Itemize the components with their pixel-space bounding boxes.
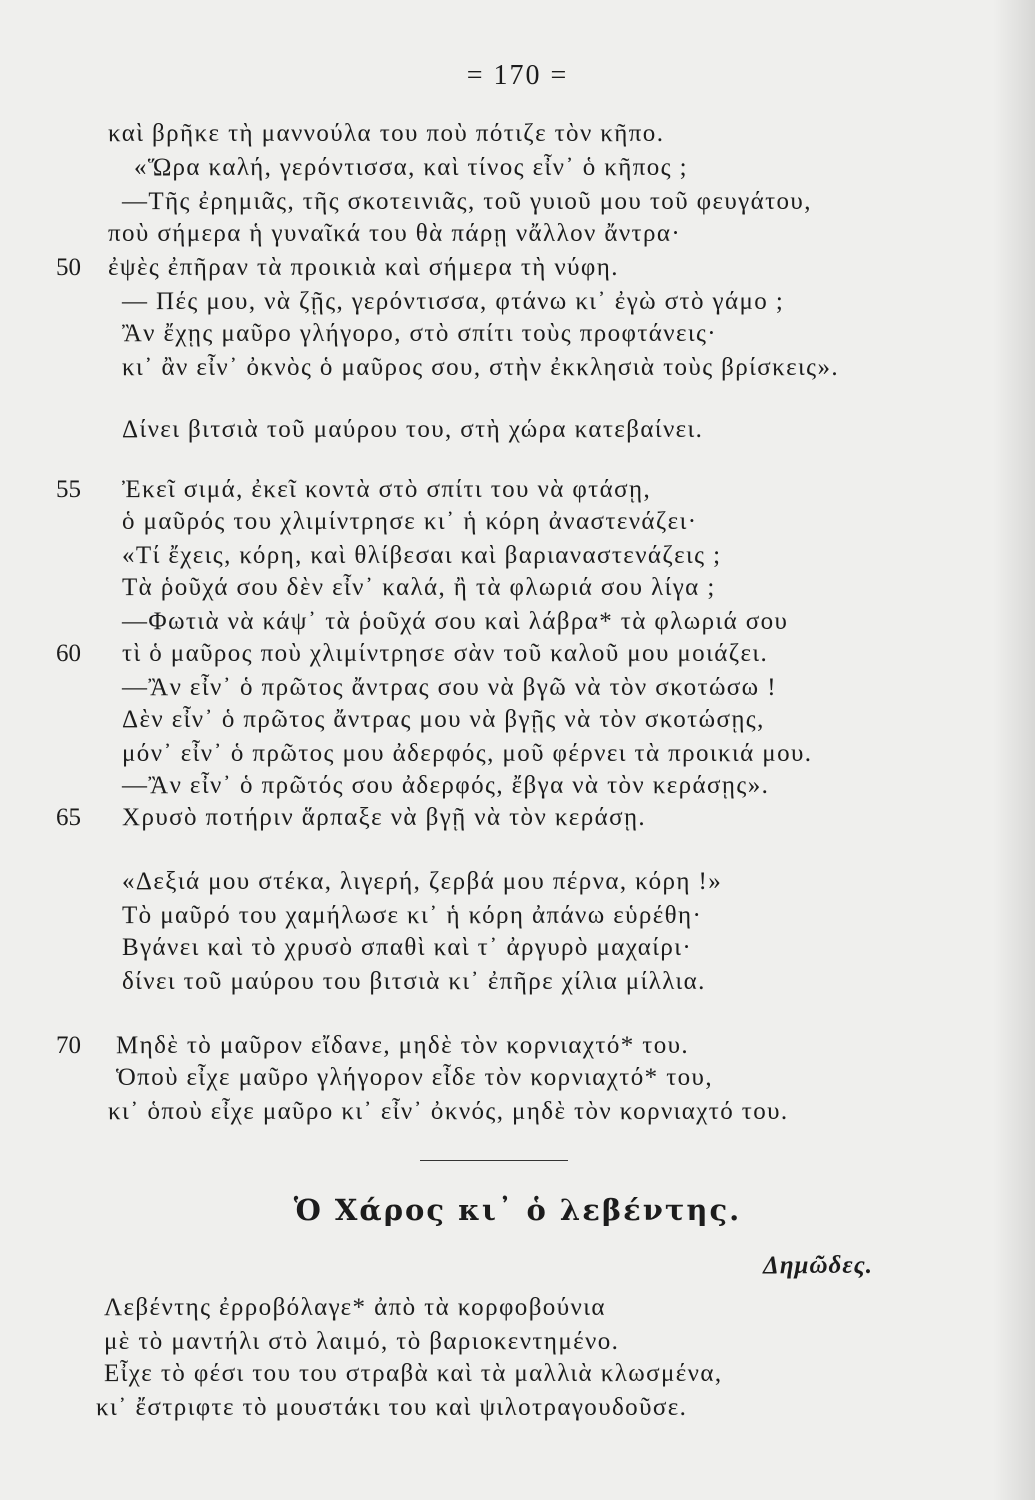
poem-line: Ὁποὺ εἶχε μαῦρο γλήγορον εἶδε τὸν κορνιαχτό* του,	[116, 1064, 713, 1091]
page-number: = 170 =	[466, 60, 569, 91]
line-number: 70	[56, 1032, 81, 1059]
poem-line: δίνει τοῦ μαύρου του βιτσιὰ κι᾽ ἐπῆρε χίλια μίλλια.	[122, 968, 706, 995]
poem-title: Ὁ Χάρος κι᾽ ὁ λεβέντης.	[293, 1193, 742, 1227]
poem-line: ὁ μαῦρός του χλιμίντρησε κι᾽ ἡ κόρη ἀναστενάζει·	[122, 508, 698, 535]
poem-line: Τὸ μαῦρό του χαμήλωσε κι᾽ ἡ κόρη ἀπάνω εὑρέθη·	[122, 902, 703, 929]
poem-line: «Τί ἔχεις, κόρη, καὶ θλίβεσαι καὶ βαριαναστενάζεις ;	[122, 542, 722, 569]
poem-line: μόν᾽ εἶν᾽ ὁ πρῶτος μου ἀδερφός, μοῦ φέρνει τὰ προικιά μου.	[122, 740, 813, 767]
poem-line: Μηδὲ τὸ μαῦρον εἴδανε, μηδὲ τὸν κορνιαχτό* του.	[116, 1032, 690, 1059]
line-number: 55	[56, 476, 81, 503]
poem-line: «Ὥρα καλή, γερόντισσα, καὶ τίνος εἶν᾽ ὁ κῆπος ;	[134, 154, 688, 181]
line-number: 60	[56, 640, 81, 667]
poem-line: Δίνει βιτσιὰ τοῦ μαύρου του, στὴ χώρα κατεβαίνει.	[122, 416, 704, 443]
poem-line: καὶ βρῆκε τὴ μαννούλα του ποὺ πότιζε τὸν κῆπο.	[108, 120, 665, 147]
poem-line: Ἐκεῖ σιμά, ἐκεῖ κοντὰ στὸ σπίτι του νὰ φτάσῃ,	[122, 476, 652, 503]
poem-line: Εἶχε τὸ φέσι του του στραβὰ καὶ τὰ μαλλιὰ κλωσμένα,	[104, 1360, 723, 1387]
poem-line: Τὰ ῥοῦχά σου δὲν εἶν᾽ καλά, ἢ τὰ φλωριά σου λίγα ;	[122, 574, 716, 601]
line-number: 50	[56, 254, 81, 281]
poem-line: Λεβέντης ἐρροβόλαγε* ἀπὸ τὰ κορφοβούνια	[104, 1294, 606, 1321]
poem-line: —Φωτιὰ νὰ κάψ᾽ τὰ ῥοῦχά σου καὶ λάβρα* τὰ φλωριά σου	[122, 608, 789, 635]
poem-line: «Δεξιά μου στέκα, λιγερή, ζερβά μου πέρνα, κόρη !»	[122, 868, 723, 895]
poem-line: κι᾽ ἔστριφτε τὸ μουστάκι του καὶ ψιλοτραγουδοῦσε.	[96, 1394, 688, 1421]
poem-line: ἐψὲς ἐπῆραν τὰ προικιὰ καὶ σήμερα τὴ νύφη.	[108, 254, 619, 281]
poem-line: κι᾽ ἂν εἶν᾽ ὀκνὸς ὁ μαῦρος σου, στὴν ἐκκλησιὰ τοὺς βρίσκεις».	[122, 354, 840, 381]
poem-line: Ἂν ἔχῃς μαῦρο γλήγορο, στὸ σπίτι τοὺς προφτάνεις·	[122, 320, 718, 347]
poem-line: —Ἂν εἶν᾽ ὁ πρῶτός σου ἀδερφός, ἔβγα νὰ τὸν κεράσῃς».	[122, 772, 770, 799]
poem-line: κι᾽ ὁποὺ εἶχε μαῦρο κι᾽ εἶν᾽ ὀκνός, μηδὲ τὸν κορνιαχτό του.	[108, 1098, 789, 1125]
poem-line: — Πές μου, νὰ ζῇς, γερόντισσα, φτάνω κι᾽ ἐγὼ στὸ γάμο ;	[122, 288, 785, 315]
poem-line: Χρυσὸ ποτήριν ἅρπαξε νὰ βγῇ νὰ τὸν κεράσῃ.	[122, 804, 647, 831]
poem-line: —Ἂν εἶν᾽ ὁ πρῶτος ἄντρας σου νὰ βγῶ νὰ τὸν σκοτώσω !	[122, 674, 777, 701]
poem-line: Βγάνει καὶ τὸ χρυσὸ σπαθὶ καὶ τ᾽ ἀργυρὸ μαχαίρι·	[122, 934, 693, 961]
line-number: 65	[56, 804, 81, 831]
poem-line: τὶ ὁ μαῦρος ποὺ χλιμίντρησε σὰν τοῦ καλοῦ μου μοιάζει.	[122, 640, 769, 667]
poem-line: ποὺ σήμερα ἡ γυναῖκά του θὰ πάρῃ νἄλλον ἄντρα·	[108, 220, 682, 247]
section-divider	[420, 1160, 568, 1161]
poem-line: —Τῆς ἐρημιᾶς, τῆς σκοτεινιᾶς, τοῦ γυιοῦ μου τοῦ φευγάτου,	[122, 188, 812, 215]
poem-line: Δὲν εἶν᾽ ὁ πρῶτος ἄντρας μου νὰ βγῇς νὰ τὸν σκοτώσῃς,	[122, 706, 765, 733]
poem-source: Δημῶδες.	[763, 1252, 873, 1279]
poem-line: μὲ τὸ μαντήλι στὸ λαιμό, τὸ βαριοκεντημένο.	[104, 1328, 620, 1355]
